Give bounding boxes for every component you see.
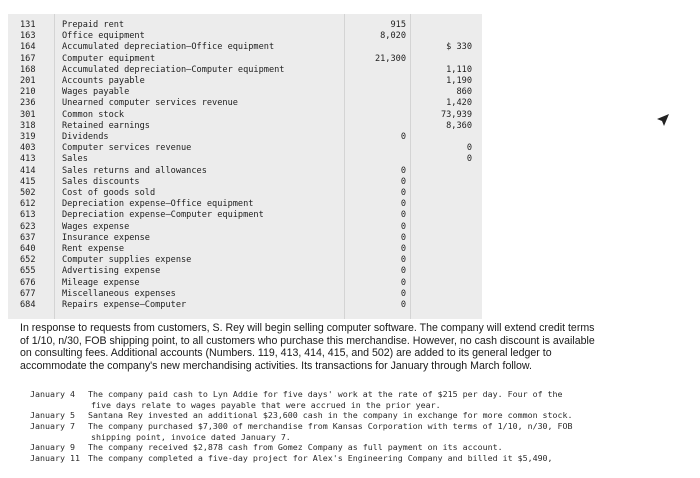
account-number: 684 [20, 300, 36, 310]
instructions-paragraph [20, 322, 660, 372]
account-title: Dividends [62, 132, 109, 142]
account-title: Insurance expense [62, 232, 150, 243]
account-number: 677 [20, 288, 36, 299]
account-number: 640 [20, 244, 36, 254]
debit-amount: 0 [400, 132, 406, 142]
transaction-date: January 7 [30, 421, 75, 431]
account-title: Cost of goods sold [62, 188, 156, 198]
ledger-row [8, 244, 482, 255]
ledger-row [8, 199, 482, 210]
ledger-row [8, 266, 482, 277]
account-title: Accumulated depreciation—Office equipment [62, 42, 275, 53]
account-number: 163 [20, 31, 36, 42]
ledger-row [8, 42, 482, 53]
account-number: 613 [20, 210, 36, 221]
account-number: 637 [20, 232, 36, 243]
ledger-row [8, 210, 482, 221]
account-title: Repairs expense—Computer [62, 300, 187, 310]
transaction-date: January 9 [30, 442, 75, 452]
mouse-cursor-icon [656, 113, 670, 127]
ledger-row [8, 289, 482, 300]
account-title: Wages payable [62, 87, 130, 98]
credit-amount: 73,939 [440, 109, 472, 120]
ledger-row [8, 121, 482, 132]
account-title: Sales returns and allowances [62, 165, 207, 176]
debit-amount: 0 [400, 255, 406, 266]
credit-amount: 0 [466, 143, 472, 154]
ledger-row [8, 188, 482, 199]
transaction-text: five days relate to wages payable that were accrued in the prior year. [91, 399, 441, 410]
debit-amount: 0 [400, 199, 406, 210]
debit-amount: 0 [400, 277, 406, 288]
ledger-row [8, 255, 482, 266]
transaction-text: The company paid cash to Lyn Addie for five days' work at the rate of $215 per day. Four of the [88, 389, 563, 399]
credit-amount: 1,110 [446, 64, 472, 75]
transaction-entry [30, 389, 690, 410]
account-title: Retained earnings [62, 120, 150, 131]
debit-amount: 0 [400, 210, 406, 221]
account-number: 413 [20, 154, 36, 165]
credit-amount: 1,190 [446, 76, 472, 86]
account-title: Prepaid rent [62, 20, 125, 30]
account-title: Rent expense [62, 244, 125, 254]
ledger-row [8, 166, 482, 177]
paragraph-line: accommodate the company's new merchandising activities. Its transactions for January through March follow. [20, 359, 532, 372]
account-title: Computer services revenue [62, 143, 192, 154]
debit-amount: 0 [400, 300, 406, 310]
trial-balance-table [8, 14, 482, 319]
account-number: 201 [20, 76, 36, 86]
debit-amount: 0 [400, 244, 406, 254]
account-number: 167 [20, 53, 36, 64]
credit-amount: 0 [466, 154, 472, 165]
transaction-date: January 11 [30, 453, 80, 463]
debit-amount: 0 [400, 176, 406, 187]
debit-amount: 0 [400, 232, 406, 243]
ledger-row [8, 65, 482, 76]
account-title: Unearned computer services revenue [62, 98, 238, 109]
debit-amount: 915 [390, 20, 406, 30]
transaction-text: Santana Rey invested an additional $23,600 cash in the company in exchange for more common stock. [88, 410, 573, 420]
ledger-row [8, 143, 482, 154]
ledger-row [8, 177, 482, 188]
account-title: Wages expense [62, 221, 130, 232]
account-title: Office equipment [62, 31, 145, 42]
debit-amount: 0 [400, 188, 406, 198]
account-number: 301 [20, 109, 36, 120]
account-number: 676 [20, 277, 36, 288]
account-title: Miscellaneous expenses [62, 288, 176, 299]
ledger-row [8, 233, 482, 244]
account-title: Common stock [62, 109, 125, 120]
account-number: 168 [20, 64, 36, 75]
transaction-entry [30, 442, 690, 453]
credit-amount: 860 [456, 87, 472, 98]
paragraph-line: of 1/10, n/30, FOB shipping point, to all customers who purchase this merchandise. However, no cash discount is available [20, 334, 595, 347]
account-title: Sales discounts [62, 176, 140, 187]
paragraph-line: In response to requests from customers, S. Rey will begin selling computer software. The company will extend credit terms [20, 322, 595, 334]
debit-amount: 0 [400, 288, 406, 299]
transaction-text: The company completed a five-day project for Alex's Engineering Company and billed it $5,490, [88, 453, 553, 463]
account-number: 403 [20, 143, 36, 154]
account-number: 415 [20, 176, 36, 187]
debit-amount: 0 [400, 165, 406, 176]
ledger-row [8, 54, 482, 65]
ledger-row [8, 98, 482, 109]
transaction-entry [30, 421, 690, 442]
debit-amount: 8,020 [380, 31, 406, 42]
account-title: Depreciation expense—Office equipment [62, 199, 254, 210]
ledger-row [8, 300, 482, 311]
ledger-row [8, 76, 482, 87]
account-title: Accounts payable [62, 76, 145, 86]
account-title: Computer equipment [62, 53, 156, 64]
account-title: Mileage expense [62, 277, 140, 288]
account-number: 318 [20, 120, 36, 131]
ledger-row [8, 278, 482, 289]
ledger-row [8, 222, 482, 233]
account-number: 655 [20, 266, 36, 277]
account-number: 319 [20, 132, 36, 142]
account-number: 652 [20, 255, 36, 266]
account-number: 131 [20, 20, 36, 30]
transaction-date: January 5 [30, 410, 75, 420]
ledger-row [8, 87, 482, 98]
ledger-row [8, 110, 482, 121]
transaction-text: The company purchased $7,300 of merchandise from Kansas Corporation with terms of 1/10, n/30, FOB [88, 421, 573, 431]
transaction-date: January 4 [30, 389, 75, 399]
account-number: 164 [20, 42, 36, 53]
account-number: 623 [20, 221, 36, 232]
account-number: 502 [20, 188, 36, 198]
transaction-entry [30, 410, 690, 421]
debit-amount: 21,300 [374, 53, 406, 64]
account-number: 612 [20, 199, 36, 210]
credit-amount: 1,420 [446, 98, 472, 109]
paragraph-line: on consulting fees. Additional accounts (Numbers. 119, 413, 414, 415, and 502) are added to its general ledger to [20, 347, 552, 360]
account-title: Accumulated depreciation—Computer equipment [62, 64, 285, 75]
account-title: Advertising expense [62, 266, 161, 277]
account-number: 210 [20, 87, 36, 98]
ledger-row [8, 20, 482, 31]
credit-amount: $ 330 [446, 42, 472, 53]
ledger-row [8, 31, 482, 42]
account-title: Sales [62, 154, 88, 165]
account-title: Depreciation expense—Computer equipment [62, 210, 264, 221]
transaction-text: shipping point, invoice dated January 7. [91, 431, 291, 442]
credit-amount: 8,360 [446, 120, 472, 131]
account-number: 236 [20, 98, 36, 109]
ledger-row [8, 154, 482, 165]
debit-amount: 0 [400, 221, 406, 232]
ledger-row [8, 132, 482, 143]
account-title: Computer supplies expense [62, 255, 192, 266]
transaction-entry [30, 453, 690, 464]
debit-amount: 0 [400, 266, 406, 277]
account-number: 414 [20, 165, 36, 176]
transaction-text: The company received $2,878 cash from Gomez Company as full payment on its account. [88, 442, 503, 452]
